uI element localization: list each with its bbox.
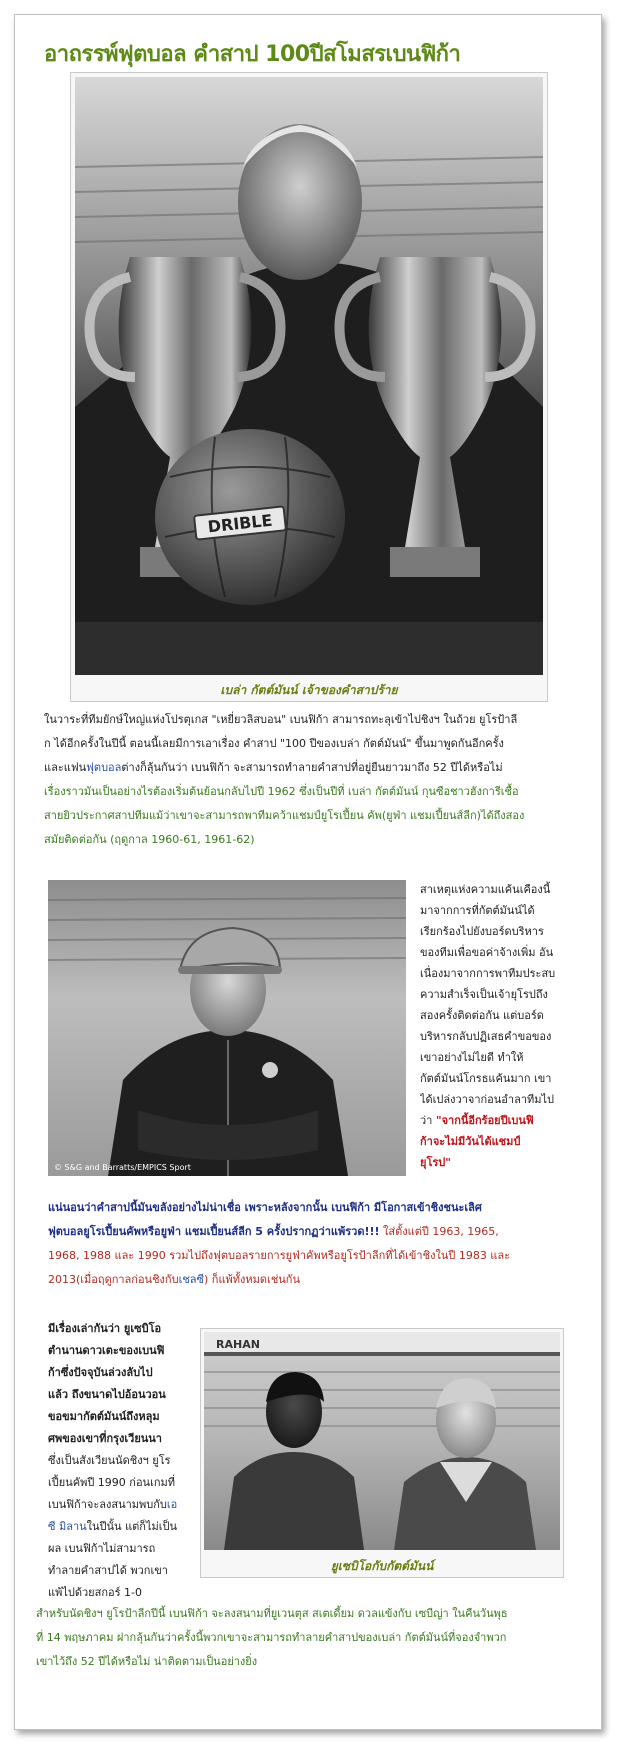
curse-quote: ก้าจะไม่มีวันได้แชมป์ (420, 1135, 521, 1148)
text-line (44, 756, 584, 780)
text-line: แพ้ไปด้วยสกอร์ 1-0 (48, 1586, 142, 1599)
text-line: ตำนานดาวเตะของเบนฟิ (48, 1344, 165, 1357)
text-line: กัตต์มันน์โกรธแค้นมาก เขา (420, 1072, 552, 1085)
text-line: มาจากการที่กัตต์มันน์ได้ (420, 904, 535, 917)
text-line (48, 1516, 198, 1538)
text-line: เปี้ยนคัพปี 1990 ก่อนเกมที่ (48, 1476, 175, 1489)
text-line: เขาไว้ถึง 52 ปีได้หรือไม่ น่าติดตามเป็นอย่างยิ่ง (36, 1655, 258, 1668)
text-line: เรื่องราวมันเป็นอย่างไรต้องเริ่มต้นย้อนกลับไปปี 1962 ซึ่งเป็นปีที่ เบล่า กัตต์มันน์ กุนซือชาวฮังการีเชื้อ (44, 785, 519, 798)
text-span: ใส่ตั้งแต่ปี 1963, 1965, (379, 1225, 499, 1238)
photo-caption-1: เบล่า กัตต์มันน์ เจ้าของคำสาปร้าย (220, 683, 398, 697)
text-line (48, 1494, 198, 1516)
cause-paragraph (420, 879, 590, 1173)
text-span: ) ก็แพ้ทั้งหมดเช่นกัน (204, 1273, 300, 1286)
photo-caption-3: ยูเซบิโอกับกัตต์มันน์ (330, 1559, 434, 1573)
eusebio-guttmann-photo (204, 1332, 560, 1550)
photo-credit: © S&G and Barratts/EMPICS Sport (54, 1163, 191, 1172)
intro-paragraph (44, 708, 584, 852)
text-line: 1968, 1988 และ 1990 รวมไปถึงฟุตบอลรายการยูฟ่าคัพหรือยูโรป้าลีกที่ได้เข้าชิงในปี 1983 และ (48, 1249, 511, 1262)
text-line: สาเหตุแห่งความแค้นเคืองนี้ (420, 883, 551, 896)
text-line: สำหรับนัดชิงฯ ยูโรป้าลีกปีนี้ เบนฟิก้า จะลงสนามที่ยูเวนตุส สเตเดี้ยม ดวลแข้งกับ เซบีญ่า ในคืนวันพุธ (36, 1607, 508, 1620)
guttmann-trophies-photo (75, 77, 543, 675)
text-line: สมัยติดต่อกัน (ฤดูกาล 1960-61, 1961-62) (44, 833, 255, 846)
text-line: ของทีมเพื่อขอค่าจ้างเพิ่ม อัน (420, 946, 554, 959)
text-line: ความสำเร็จเป็นเจ้ายุโรปถึง (420, 988, 548, 1001)
text-span: ในปีนั้น แต่ก็ไม่เป็น (86, 1520, 178, 1533)
text-line: เขาอย่างไม่ไยดี ทำให้ (420, 1051, 524, 1064)
text-line: สายยิวประกาศสาปทีมแม้ว่าเขาจะสามารถพาทีมคว้าแชมป์ยูโรเปี้ยน คัพ(ยูฟ่า แชมเปี้ยนส์ลีก)ได้ถึงสอง (44, 809, 525, 822)
text-line: แน่นอนว่าคำสาปนี้มันขลังอย่างไม่น่าเชื่อ เพราะหลังจากนั้น เบนฟิก้า มีโอกาสเข้าชิงชนะเลิศ (48, 1201, 482, 1214)
text-span: 2013(เมื่อฤดูกาลก่อนชิงกับ (48, 1273, 179, 1286)
text-line: ในวาระที่ทีมยักษ์ใหญ่แห่งโปรตุเกส "เหยี่ยวลิสบอน" เบนฟิก้า สามารถทะลุเข้าไปชิงฯ ในถ้วย ยูโรป้าลี (44, 713, 518, 726)
text-line: สองครั้งติดต่อกัน แต่บอร์ด (420, 1009, 544, 1022)
text-line: ขอขมากัตต์มันน์ถึงหลุม (48, 1410, 160, 1423)
curse-quote: "จากนี้อีกร้อยปีเบนฟิ (435, 1114, 534, 1127)
ball-logo-text: DRIBLE (206, 510, 274, 537)
text-line: ที่ 14 พฤษภาคม ฝากลุ้นกันว่าครั้งนี้พวกเขาจะสามารถทำลายคำสาปของเบล่า กัตต์มันน์ที่จองจำพวก (36, 1631, 507, 1644)
text-line: เรียกร้องไปยังบอร์ดบริหาร (420, 925, 544, 938)
text-line: ก้าซึ่งปัจจุบันล่วงลับไป (48, 1366, 153, 1379)
stadium-banner-text: RAHAN (216, 1338, 260, 1351)
text-line: ซึ่งเป็นสังเวียนนัดชิงฯ ยูโร (48, 1454, 171, 1467)
text-line (48, 1220, 588, 1244)
ac-milan-link[interactable]: ซี มิลาน (48, 1520, 87, 1533)
eusebio-paragraph (48, 1318, 198, 1604)
text-line: ผล เบนฟิก้าไม่สามารถ (48, 1542, 156, 1555)
text-span: ว่า (420, 1114, 436, 1127)
text-line: ได้เปล่งวาจาก่อนอำลาทีมไป (420, 1093, 555, 1106)
chelsea-link[interactable]: เชลซี (178, 1273, 204, 1286)
text-span: ต่างก็ลุ้นกันว่า เบนฟิก้า จะสามารถทำลายคำสาปที่อยู่ยืนยาวมาถึง 52 ปีได้หรือไม่ (121, 761, 503, 774)
guttmann-portrait-photo (48, 880, 406, 1176)
text-line (420, 1110, 590, 1131)
text-line: ศพของเขาที่กรุงเวียนนา (48, 1432, 162, 1445)
curse-effect-paragraph (48, 1196, 588, 1292)
curse-quote: ยุโรป" (420, 1156, 451, 1169)
text-span: ฟุตบอลยูโรเปี้ยนคัพหรือยูฟ่า แชมเปี้ยนส์ลีก 5 ครั้งปรากฏว่าแพ้รวด!!! (48, 1225, 380, 1238)
text-line (48, 1268, 588, 1292)
closing-paragraph (36, 1602, 584, 1674)
text-line: ก ได้อีกครั้งในปีนี้ ตอนนี้เลยมีการเอาเรื่อง คำสาป "100 ปีของเบล่า กัตต์มันน์" ขึ้นมาพูดกันอีกครั้ง (44, 737, 504, 750)
text-line: บริหารกลับปฏิเสธคำขอของ (420, 1030, 552, 1043)
text-line: มีเรื่องเล่ากันว่า ยูเซบิโอ (48, 1322, 162, 1335)
text-line: แล้ว ถึงขนาดไปอ้อนวอน (48, 1388, 166, 1401)
football-link[interactable]: ฟุตบอล (86, 761, 122, 774)
page-title: อาถรรพ์ฟุตบอล คำสาป 100ปีสโมสรเบนฟิก้า (44, 42, 461, 67)
ac-milan-link[interactable]: เอ (166, 1498, 178, 1511)
text-line: ทำลายคำสาปได้ พวกเขา (48, 1564, 168, 1577)
text-span: เบนฟิก้าจะลงสนามพบกับ (48, 1498, 167, 1511)
text-line: เนื่องมาจากการพาทีมประสบ (420, 967, 556, 980)
text-span: และแฟน (44, 761, 87, 774)
